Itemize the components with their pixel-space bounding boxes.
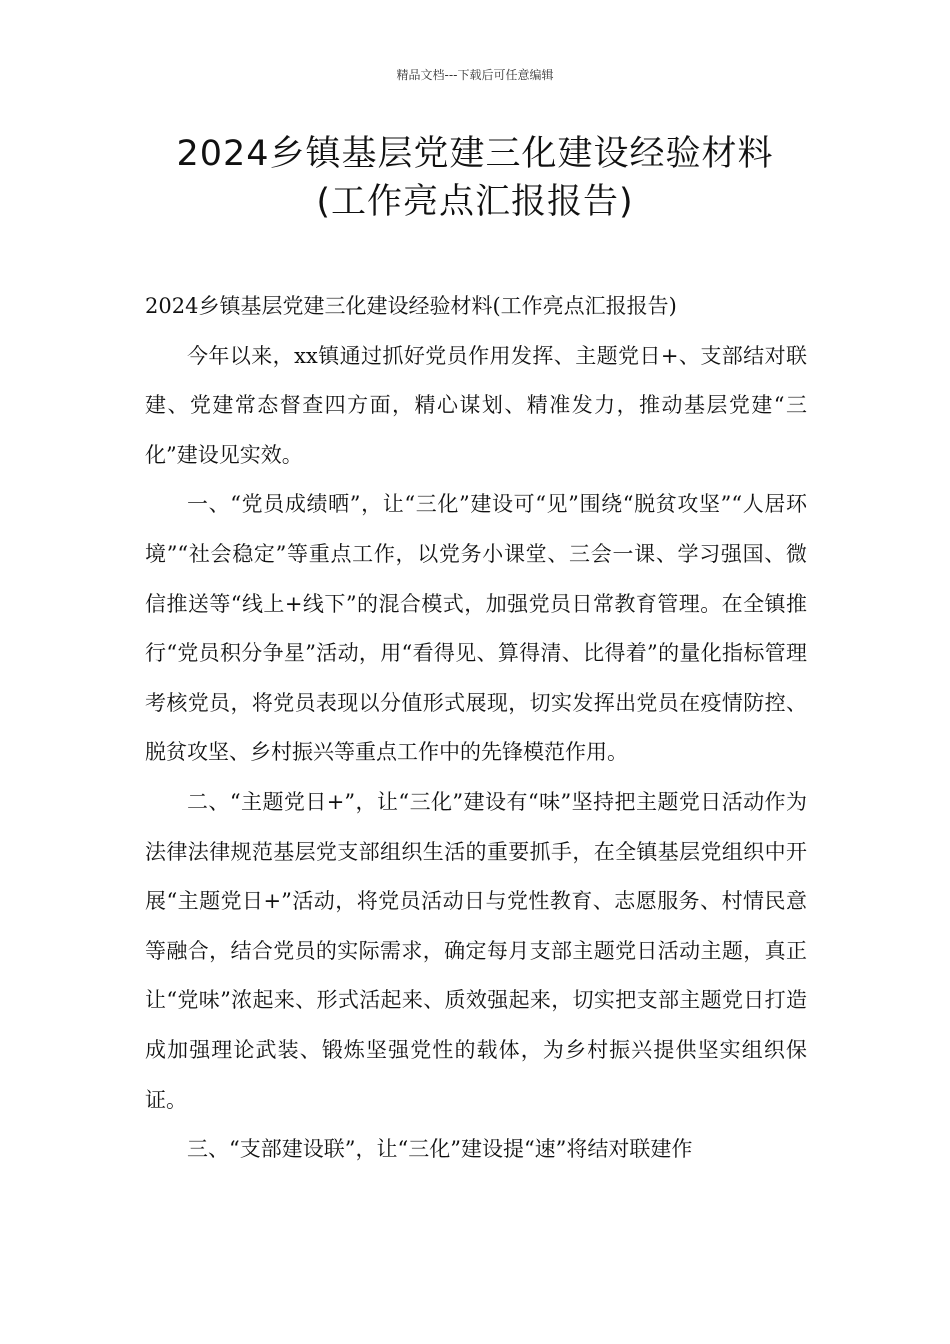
title-line-1: 2024乡镇基层党建三化建设经验材料	[176, 134, 774, 174]
paragraph-intro: 今年以来，xx镇通过抓好党员作用发挥、主题党日+、支部结对联建、党建常态督查四方面，精心谋划、精准发力，推动基层党建“三化”建设见实效。	[145, 343, 807, 467]
paragraph-section-2: 二、“主题党日+”，让“三化”建设有“味”坚持把主题党日活动作为法律法律规范基层党支部组织生活的重要抓手，在全镇基层党组织中开展“主题党日+”活动，将党员活动日与党性教育、志愿服务、村情民意等融合，结合党员的实际需求，确定每月支部主题党日活动主题，真正让“党味”浓起来、形式活起来、质效强起来，切实把支部主题党日打造成加强理论武装、锻炼坚强党性的载体，为乡村振兴提供坚实组织保证。	[145, 789, 807, 1112]
paragraph-section-1: 一、“党员成绩晒”，让“三化”建设可“见”围绕“脱贫攻坚”“人居环境”“社会稳定”等重点工作，以党务小课堂、三会一课、学习强国、微信推送等“线上+线下”的混合模式，加强党员日常教育管理。在全镇推行“党员积分争星”活动，用“看得见、算得清、比得着”的量化指标管理考核党员，将党员表现以分值形式展现，切实发挥出党员在疫情防控、脱贫攻坚、乡村振兴等重点工作中的先锋模范作用。	[145, 492, 807, 765]
title-line-2: (工作亮点汇报报告)	[316, 182, 634, 222]
document-title	[100, 130, 850, 226]
header-note: 精品文档---下载后可任意编辑	[396, 68, 554, 82]
paragraph-section-3: 三、“支部建设联”，让“三化”建设提“速”将结对联建作	[187, 1137, 693, 1162]
document-body	[145, 282, 807, 1175]
paragraph-subtitle: 2024乡镇基层党建三化建设经验材料(工作亮点汇报报告)	[145, 294, 677, 318]
